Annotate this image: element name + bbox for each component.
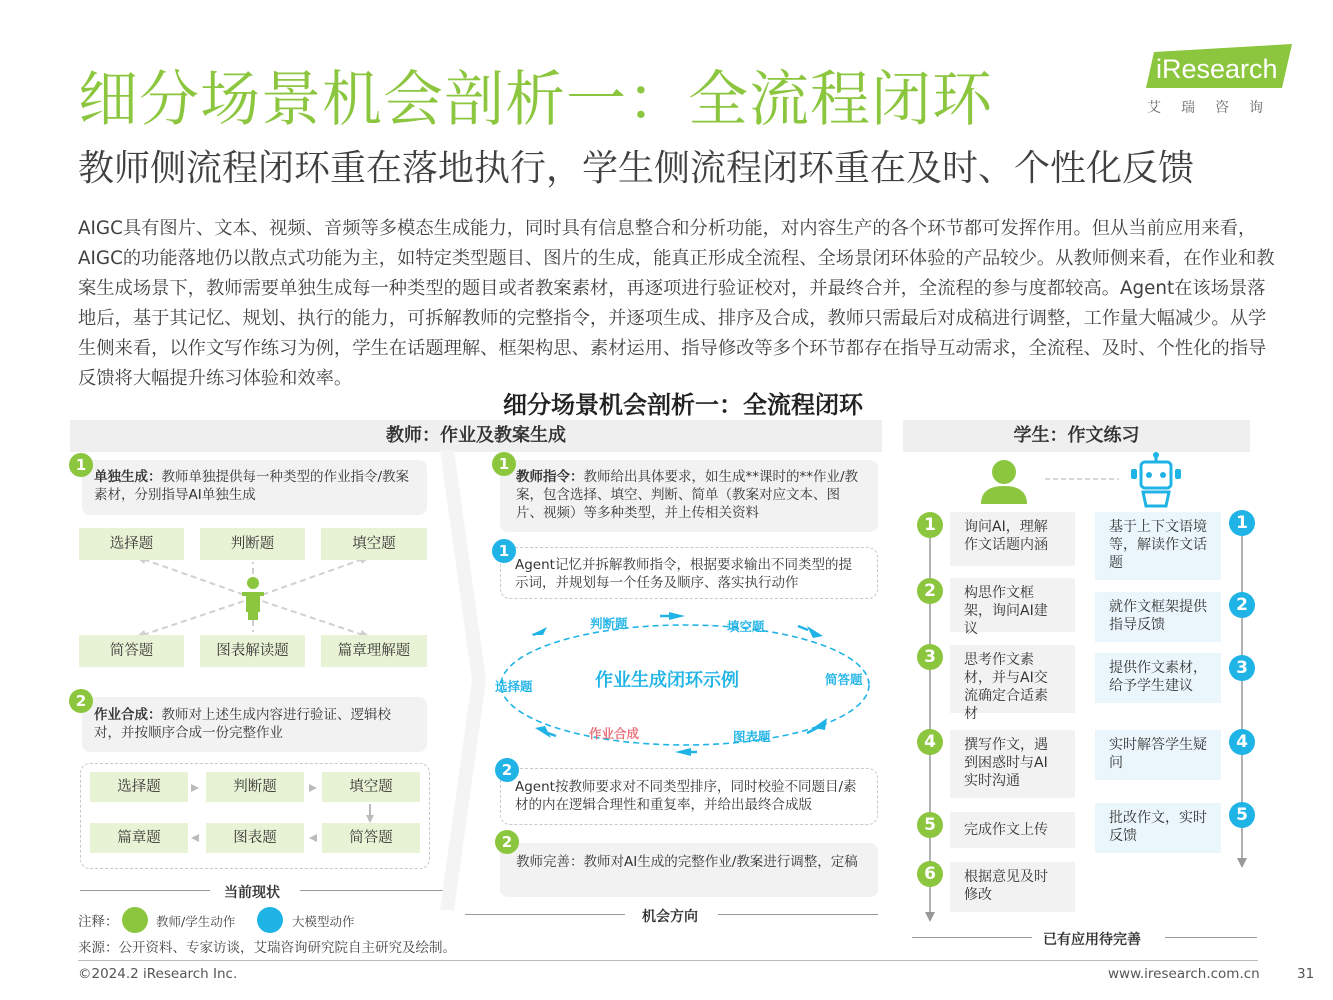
opp-agent2-box: Agent按教师要求对不同类型排序，同时校验不同题目/素材的内在逻辑合理性和重复率，并给出最终合成版 [500, 768, 878, 825]
footer-url[interactable]: www.iresearch.com.cn [1108, 966, 1260, 982]
opp-teacher-refine-box: 教师完善：教师对AI生成的完整作业/教案进行调整，定稿 [500, 843, 878, 897]
ai-num-3: 3 [1229, 655, 1255, 681]
opp-label-line-right [718, 914, 878, 915]
current-label-line-right [300, 890, 448, 891]
ai-step5: 批改作文，实时反馈 [1095, 803, 1221, 853]
legend-prefix: 注释： [78, 914, 119, 930]
tag-judge: 判断题 [200, 528, 305, 560]
legend-green-dot [122, 907, 148, 933]
student-num-5: 5 [917, 812, 943, 838]
legend-blue-dot [257, 907, 283, 933]
ai-step1: 基于上下文语境等，解读作文话题 [1095, 512, 1221, 580]
ai-num-4: 4 [1229, 729, 1255, 755]
current-step1-number: 1 [69, 453, 93, 477]
tag-choice: 选择题 [79, 528, 184, 560]
cycle-compose: 作业合成 [589, 726, 640, 741]
student-num-6: 6 [917, 861, 943, 887]
cycle-fill: 填空题 [727, 619, 765, 634]
legend-blue-label: 大模型动作 [292, 914, 355, 929]
student-step5: 完成作文上传 [950, 812, 1075, 848]
opportunity-label: 机会方向 [642, 909, 698, 925]
opp-s1-title: 教师指令： [516, 469, 584, 485]
legend-green-label: 教师/学生动作 [156, 914, 236, 929]
flow-choice: 选择题 [90, 772, 188, 802]
student-step2: 构思作文框架，询问AI建议 [950, 578, 1075, 632]
current-step2-text: 教师对上述生成内容进行验证、逻辑校对，并按顺序合成一份完整作业 [94, 707, 391, 741]
current-step1-text: 教师单独提供每一种类型的作业指令/教案素材，分别指导AI单独生成 [94, 469, 410, 503]
current-status-label: 当前现状 [224, 885, 280, 901]
student-num-3: 3 [917, 644, 943, 670]
logo-wordmark: iResearch [1156, 54, 1278, 84]
ai-num-1: 1 [1229, 510, 1255, 536]
tag-chart: 图表解读题 [200, 635, 305, 667]
flow-judge: 判断题 [206, 772, 304, 802]
flow-fill: 填空题 [322, 772, 420, 802]
current-step1-title: 单独生成： [94, 469, 162, 485]
opp-label-line-left [465, 914, 625, 915]
page-subtitle: 教师侧流程闭环重在落地执行，学生侧流程闭环重在及时、个性化反馈 [78, 148, 1195, 189]
ai-step4: 实时解答学生疑问 [1095, 730, 1221, 780]
teacher-section-header: 教师：作业及教案生成 [70, 420, 882, 452]
student-label-line-left [912, 937, 1032, 938]
student-num-2: 2 [917, 578, 943, 604]
opp-a2-number: 2 [495, 758, 519, 782]
cycle-center-label: 作业生成闭环示例 [595, 670, 739, 691]
footer-divider [78, 960, 1258, 961]
page-title: 细分场景机会剖析一：全流程闭环 [78, 65, 993, 135]
cycle-judge: 判断题 [590, 616, 628, 631]
teacher-person-icon [242, 577, 264, 620]
opp-s2-number: 2 [495, 830, 519, 854]
student-person-icon [981, 460, 1027, 504]
current-step2-title: 作业合成： [94, 707, 162, 723]
cycle-chart: 图表题 [733, 729, 771, 744]
current-step2-number: 2 [69, 689, 93, 713]
tag-short: 简答题 [79, 635, 184, 667]
ai-step3: 提供作文素材，给予学生建议 [1095, 653, 1221, 703]
tag-fill: 填空题 [321, 528, 427, 560]
copyright: ©2024.2 iResearch Inc. [78, 966, 238, 982]
student-num-1: 1 [917, 512, 943, 538]
opp-s1-number: 1 [492, 452, 516, 476]
student-step1: 询问AI，理解作文话题内涵 [950, 512, 1075, 566]
source-note: 来源：公开资料、专家访谈，艾瑞咨询研究院自主研究及绘制。 [78, 940, 456, 956]
student-step6: 根据意见及时修改 [950, 862, 1075, 912]
flow-short: 简答题 [322, 823, 420, 853]
student-status-label: 已有应用待完善 [1043, 932, 1141, 948]
flow-chart: 图表题 [206, 823, 304, 853]
page-number: 31 [1297, 966, 1315, 982]
ai-step2: 就作文框架提供指导反馈 [1095, 592, 1221, 642]
logo-subtitle: 艾瑞咨询 [1147, 100, 1283, 116]
ai-num-2: 2 [1229, 592, 1255, 618]
opp-s1-text: 教师给出具体要求，如生成**课时的**作业/教案，包含选择、填空、判断、简单（教案对应文本、图片、视频）等多种类型，并上传相关资料 [516, 469, 859, 521]
student-step4: 撰写作文，遇到困惑时与AI实时沟通 [950, 730, 1075, 798]
student-step3: 思考作文素材，并与AI交流确定合适素材 [950, 645, 1075, 713]
opp-agent1-box: Agent记忆并拆解教师指令，根据要求输出不同类型的提示词，并规划每一个任务及顺序、落实执行动作 [500, 547, 878, 599]
opp-a1-number: 1 [492, 539, 516, 563]
robot-icon [1141, 455, 1171, 506]
flow-passage: 篇章题 [90, 823, 188, 853]
ai-num-5: 5 [1229, 802, 1255, 828]
opp-teacher-instruction-box [500, 460, 878, 532]
current-step2-box [82, 697, 427, 752]
intro-paragraph: AIGC具有图片、文本、视频、音频等多模态生成能力，同时具有信息整合和分析功能，对内容生产的各个环节都可发挥作用。但从当前应用来看，AIGC的功能落地仍以散点式功能为主，如特定类型题目、图片的生成，能真正形成全流程、全场景闭环体验的产品较少。从教师侧来看，在作业和教案生成场景下，教师需要单独生成每一种类型的题目或者教案素材，再逐项进行验证校对，并最终合并，全流程的参与度都较高。Agent在该场景落地后，基于其记忆、规划、执行的能力，可拆解教师的完整指令，并逐项生成、排序及合成，教师只需最后对成稿进行调整，工作量大幅减少。从学生侧来看，以作文写作练习为例，学生在话题理解、框架构思、素材运用、指导修改等多个环节都存在指导互动需求，全流程、及时、个性化的指导反馈将大幅提升练习体验和效率。 [78, 218, 1275, 389]
tag-passage: 篇章理解题 [321, 635, 427, 667]
current-step1-box [82, 460, 427, 515]
student-label-line-right [1165, 937, 1257, 938]
cycle-short: 简答题 [825, 672, 863, 687]
cycle-choice: 选择题 [495, 679, 533, 694]
student-num-4: 4 [917, 729, 943, 755]
chevron-separator [440, 450, 490, 910]
current-label-line-left [80, 890, 210, 891]
student-section-header: 学生：作文练习 [903, 420, 1250, 452]
figure-title: 细分场景机会剖析一：全流程闭环 [503, 391, 863, 419]
